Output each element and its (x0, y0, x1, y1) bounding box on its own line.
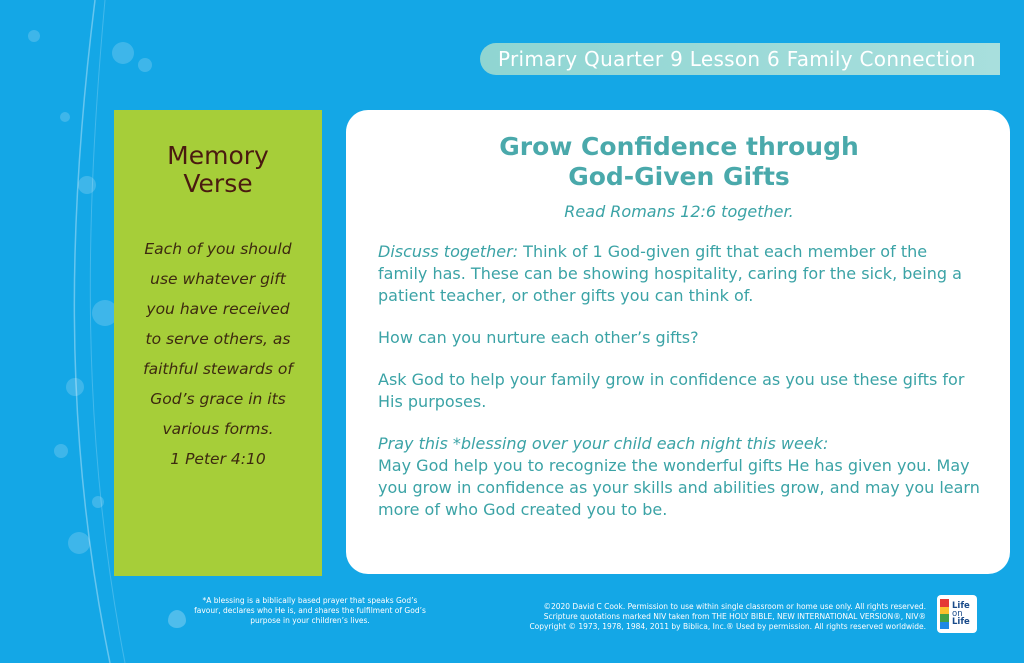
lesson-title-banner (480, 43, 1000, 75)
activity-title-line: God-Given Gifts (568, 162, 790, 191)
copyright-notice (440, 602, 926, 632)
discuss-text: Think of 1 God-given gift that each member of the family has. These can be showing hospitality, caring for the sick, being a patient teacher, or other gifts you can think of. (378, 242, 962, 305)
verse-line: Each of you should (144, 240, 292, 258)
decorative-bubble (54, 444, 68, 458)
blessing-paragraph (378, 433, 980, 521)
verse-line: to serve others, as (145, 330, 291, 348)
logo-color-bars-icon (940, 599, 949, 629)
family-activity-card (346, 110, 1010, 574)
logo-text-line: Life (952, 617, 970, 627)
decorative-bubble (92, 496, 104, 508)
ask-god-paragraph: Ask God to help your family grow in confidence as you use these gifts for His purposes. (378, 370, 965, 411)
copyright-line: Copyright © 1973, 1978, 1984, 2011 by Biblica, Inc.® Used by permission. All rights reserved worldwide. (529, 622, 926, 631)
blessing-text: May God help you to recognize the wonderful gifts He has given you. May you grow in confidence as your skills and abilities grow, and may you learn more of who God created you to be. (378, 456, 980, 519)
life-on-life-logo (937, 595, 977, 633)
logo-text-line: on (952, 609, 963, 619)
copyright-line: ©2020 David C Cook. Permission to use within single classroom or home use only. All rights reserved. (543, 602, 926, 611)
discuss-paragraph (378, 241, 980, 307)
memory-verse-text (114, 234, 322, 474)
verse-line: use whatever gift (150, 270, 286, 288)
decorative-bubble (66, 378, 84, 396)
verse-line: faithful stewards of (143, 360, 293, 378)
memory-verse-heading-line: Memory (167, 141, 269, 170)
copyright-line: Scripture quotations marked NIV taken from THE HOLY BIBLE, NEW INTERNATIONAL VERSION®, NIV® (543, 612, 926, 621)
decorative-bubble (138, 58, 152, 72)
logo-wordmark (952, 602, 970, 626)
verse-line: you have received (146, 300, 290, 318)
blessing-footnote: *A blessing is a biblically based prayer that speaks God’s favour, declares who He is, and shares the fulfilment of God’s purpose in your children’s lives. (194, 596, 426, 625)
verse-line: God’s grace in its (150, 390, 286, 408)
decorative-bubble (28, 30, 40, 42)
nurture-question: How can you nurture each other’s gifts? (378, 328, 699, 347)
decorative-bubble (78, 176, 96, 194)
memory-verse-heading (114, 142, 322, 198)
decorative-bubble (112, 42, 134, 64)
verse-line: various forms. (162, 420, 274, 438)
activity-title (378, 132, 980, 192)
decorative-droplet (168, 610, 186, 628)
decorative-bubble (68, 532, 90, 554)
memory-verse-heading-line: Verse (183, 169, 253, 198)
logo-text-line: Life (952, 601, 970, 611)
verse-reference: 1 Peter 4:10 (170, 450, 266, 468)
discuss-label: Discuss together: (378, 242, 519, 261)
memory-verse-card (114, 110, 322, 576)
decorative-bubble (60, 112, 70, 122)
lesson-title: Primary Quarter 9 Lesson 6 Family Connection (498, 47, 976, 71)
reading-instruction: Read Romans 12:6 together. (564, 202, 794, 221)
activity-title-line: Grow Confidence through (499, 132, 859, 161)
pray-label: Pray this *blessing over your child each night this week: (378, 434, 829, 453)
